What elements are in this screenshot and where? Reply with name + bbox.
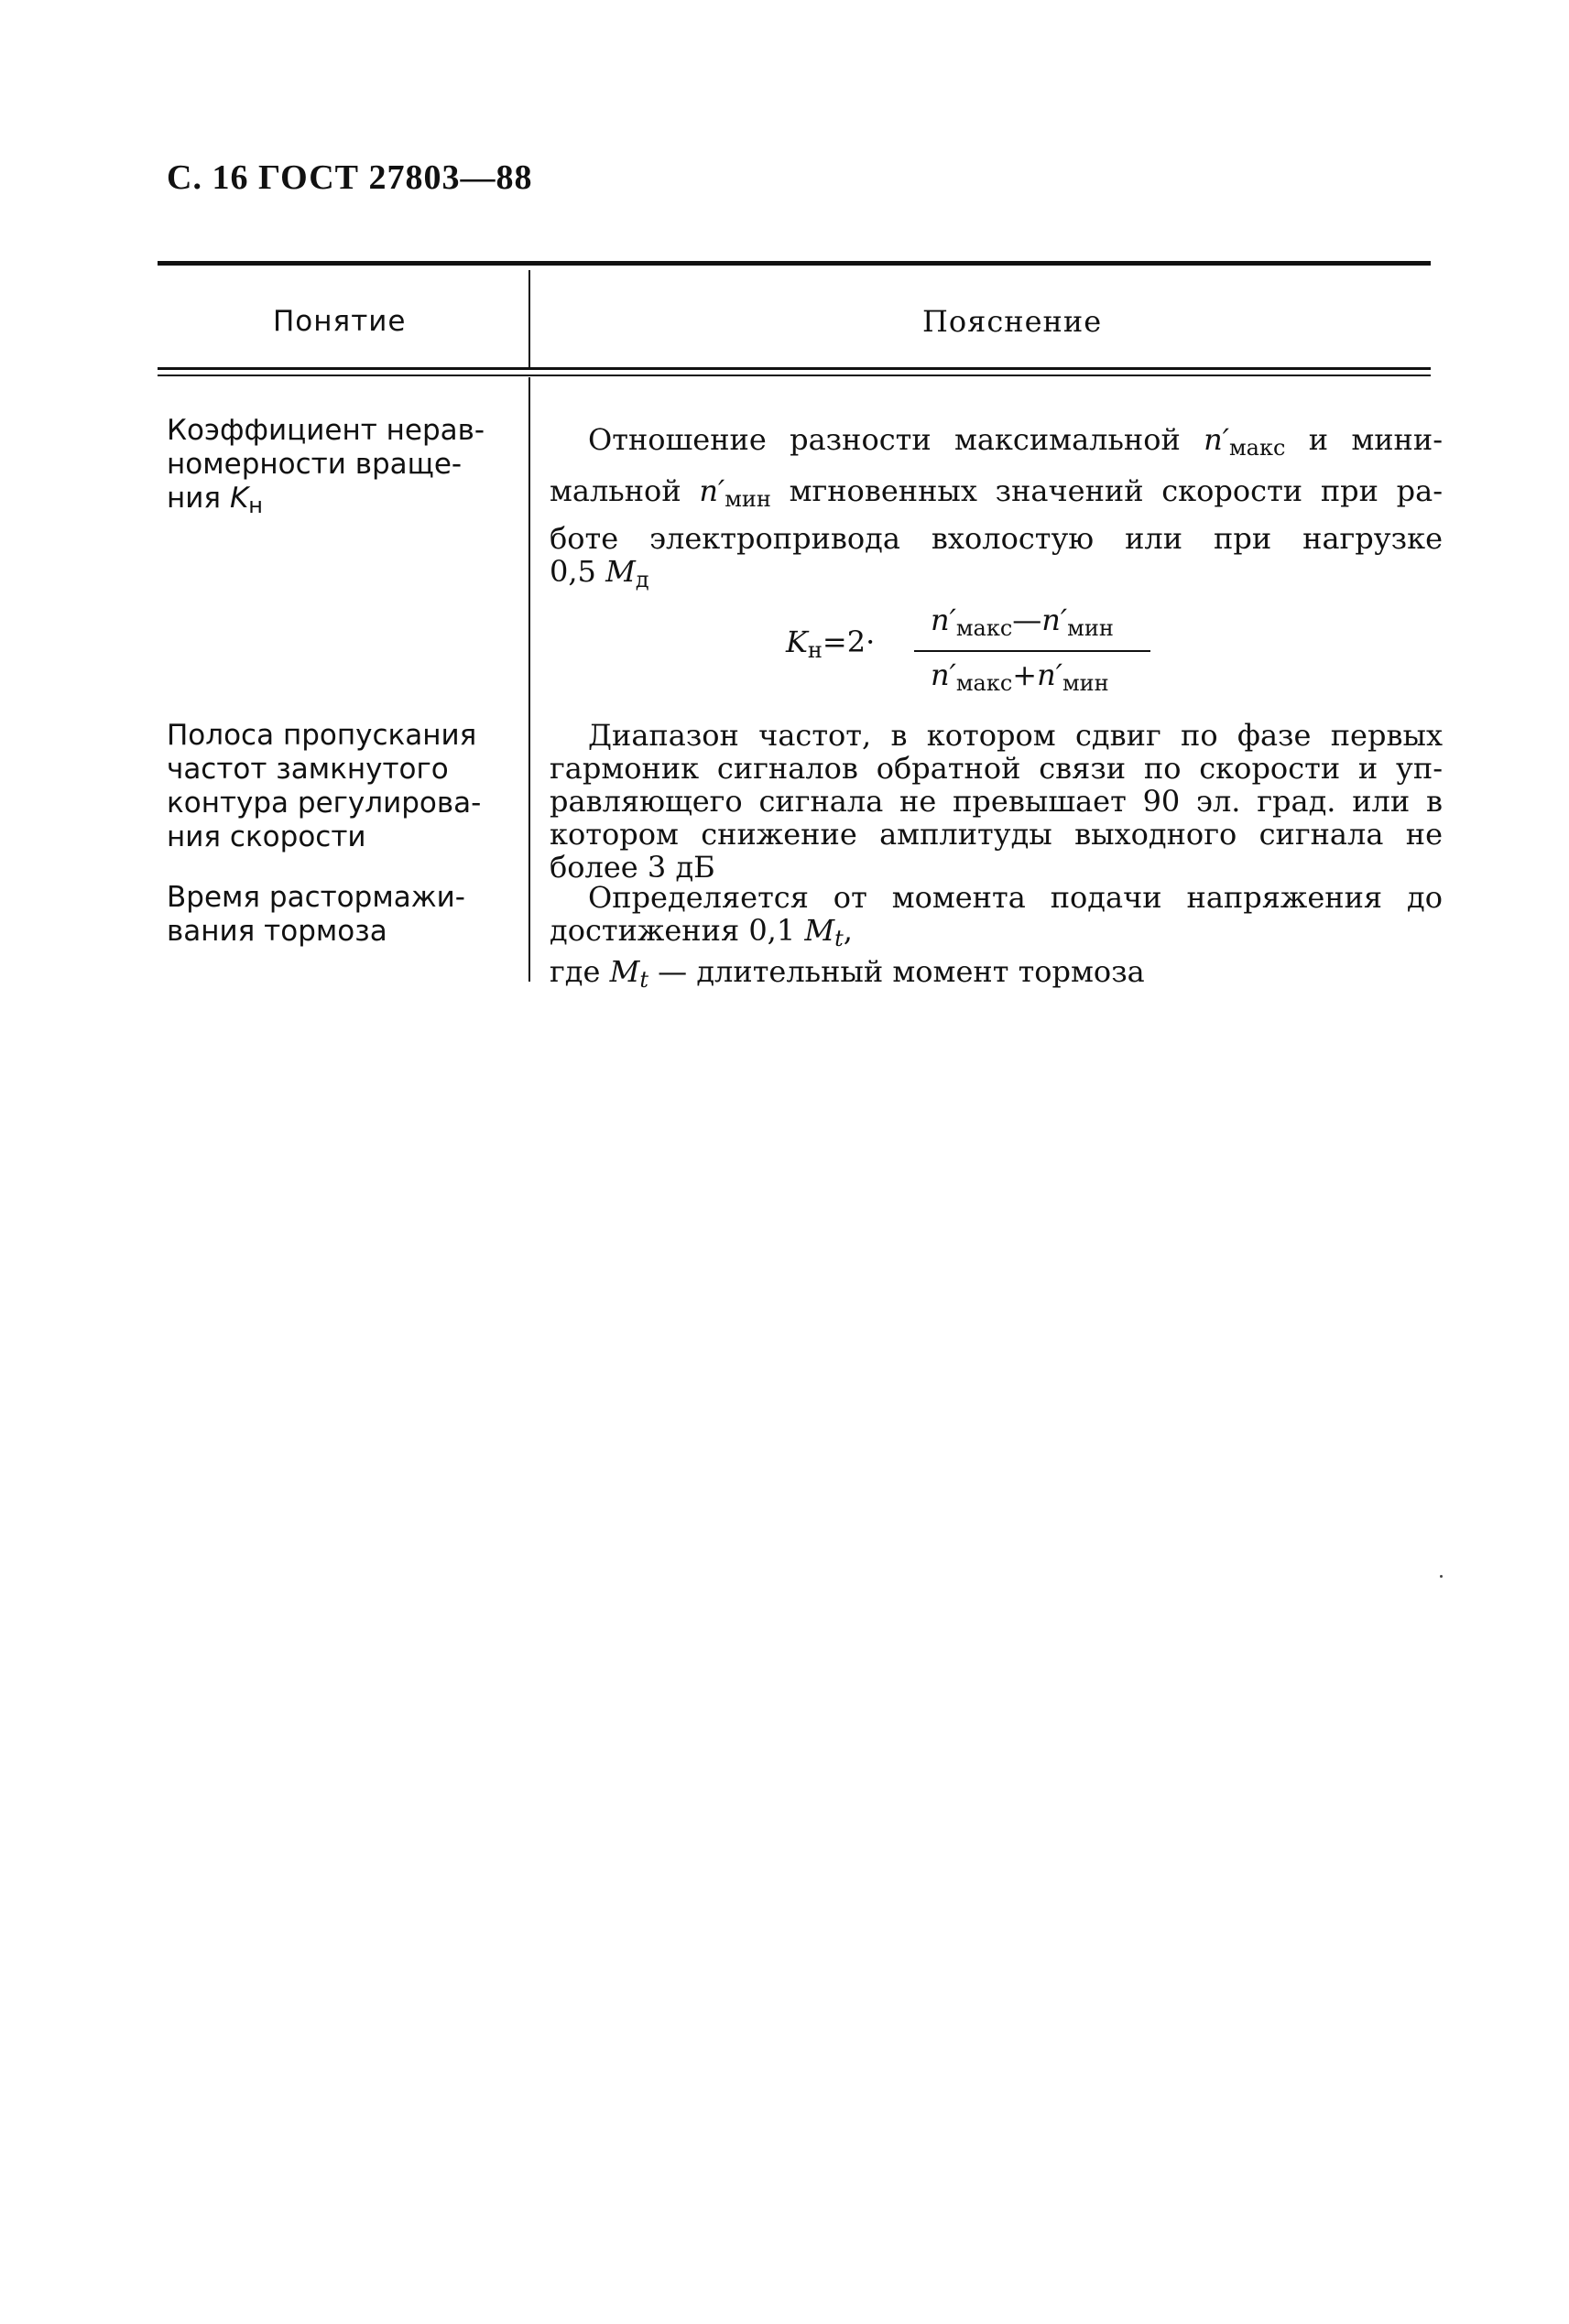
formula-symbol: n′ <box>1037 657 1062 692</box>
expl-line <box>550 468 1443 522</box>
formula-operator: + <box>1012 657 1038 692</box>
formula-eq: =2· <box>822 624 876 659</box>
m-d-sub: д <box>635 567 649 592</box>
explanation-passband <box>550 719 1443 884</box>
term-unevenness-coefficient <box>167 414 506 523</box>
header-double-rule-lower <box>158 375 1431 376</box>
n-min-sub: мин <box>725 486 771 512</box>
formula-sub: мин <box>1062 670 1109 696</box>
term-symbol-sub: н <box>248 493 263 518</box>
formula-symbol: n′ <box>1041 603 1068 637</box>
term-line: Время растормажи- <box>167 881 465 914</box>
term-line-text: ния <box>167 482 222 515</box>
m-d-symbol: M <box>605 554 636 589</box>
fraction-bar <box>914 650 1150 652</box>
term-line: ния скорости <box>167 820 366 853</box>
formula-numerator <box>931 603 1114 641</box>
header-double-rule-upper <box>158 367 1431 370</box>
column-header-explanation: Пояснение <box>922 304 1103 339</box>
table-top-rule <box>158 261 1431 266</box>
column-divider-body <box>528 377 530 982</box>
term-passband <box>167 719 506 854</box>
expl-text: — длительный момент тормоза <box>658 954 1145 989</box>
term-line: Полоса пропускания <box>167 719 477 752</box>
expl-text: где <box>550 954 601 989</box>
formula-sub: макс <box>955 615 1013 641</box>
expl-line: боте электропривода вхолостую или при нагрузке <box>550 521 1443 556</box>
term-symbol: K <box>229 482 249 515</box>
formula-sub: мин <box>1067 615 1114 641</box>
m-t-sub: t <box>639 967 648 993</box>
expl-text: Отношение разности максимальной <box>588 422 1181 457</box>
expl-line: Диапазон частот, в котором сдвиг по фазе первых <box>588 718 1443 753</box>
term-line: Коэффициент нерав- <box>167 414 485 447</box>
explanation-unevenness-coefficient <box>550 419 1443 596</box>
expl-line <box>550 955 1443 996</box>
formula-symbol: n′ <box>931 657 956 692</box>
expl-text: достижения 0,1 <box>550 913 796 948</box>
term-line: номерности враще- <box>167 448 463 481</box>
formula-sub: н <box>807 637 823 663</box>
expl-text: и мини- <box>1308 422 1444 457</box>
expl-line: гармоник сигналов обратной связи по скорости и уп- <box>550 751 1443 786</box>
page-header: С. 16 ГОСТ 27803—88 <box>167 158 533 197</box>
m-t-symbol: M <box>804 913 835 948</box>
expl-line: равляющего сигнала не превышает 90 эл. град. или в <box>550 784 1443 819</box>
expl-line: котором снижение амплитуды выходного сигнала не <box>550 817 1443 852</box>
n-min-symbol: n′ <box>699 473 725 508</box>
formula-sub: макс <box>955 670 1013 696</box>
expl-text: мгновенных значений скорости при ра- <box>789 473 1444 508</box>
expl-text: , <box>843 913 853 948</box>
formula-symbol: K <box>786 624 808 659</box>
scan-speck <box>1440 1575 1443 1578</box>
expl-line <box>550 419 1443 468</box>
m-t-symbol: M <box>609 954 640 989</box>
formula-denominator <box>931 657 1109 696</box>
formula-lhs <box>786 624 875 663</box>
m-t-sub: t <box>834 926 844 951</box>
term-line: частот замкнутого <box>167 753 449 786</box>
term-line <box>167 482 506 523</box>
expl-line <box>550 914 1443 955</box>
term-line: вания тормоза <box>167 915 387 948</box>
expl-text: 0,5 <box>550 554 596 589</box>
term-line: контура регулирова- <box>167 787 482 820</box>
expl-line: более 3 дБ <box>550 850 715 885</box>
expl-line: Определяется от момента подачи напряжения до <box>588 880 1443 915</box>
n-max-symbol: n′ <box>1204 422 1229 457</box>
explanation-brake-release-time <box>550 881 1443 996</box>
column-header-term: Понятие <box>273 305 407 338</box>
unevenness-formula <box>786 586 1171 696</box>
expl-text: мальной <box>550 473 681 508</box>
formula-operator: — <box>1012 603 1042 637</box>
formula-symbol: n′ <box>931 603 956 637</box>
n-max-sub: макс <box>1229 435 1286 461</box>
term-brake-release-time <box>167 881 506 949</box>
